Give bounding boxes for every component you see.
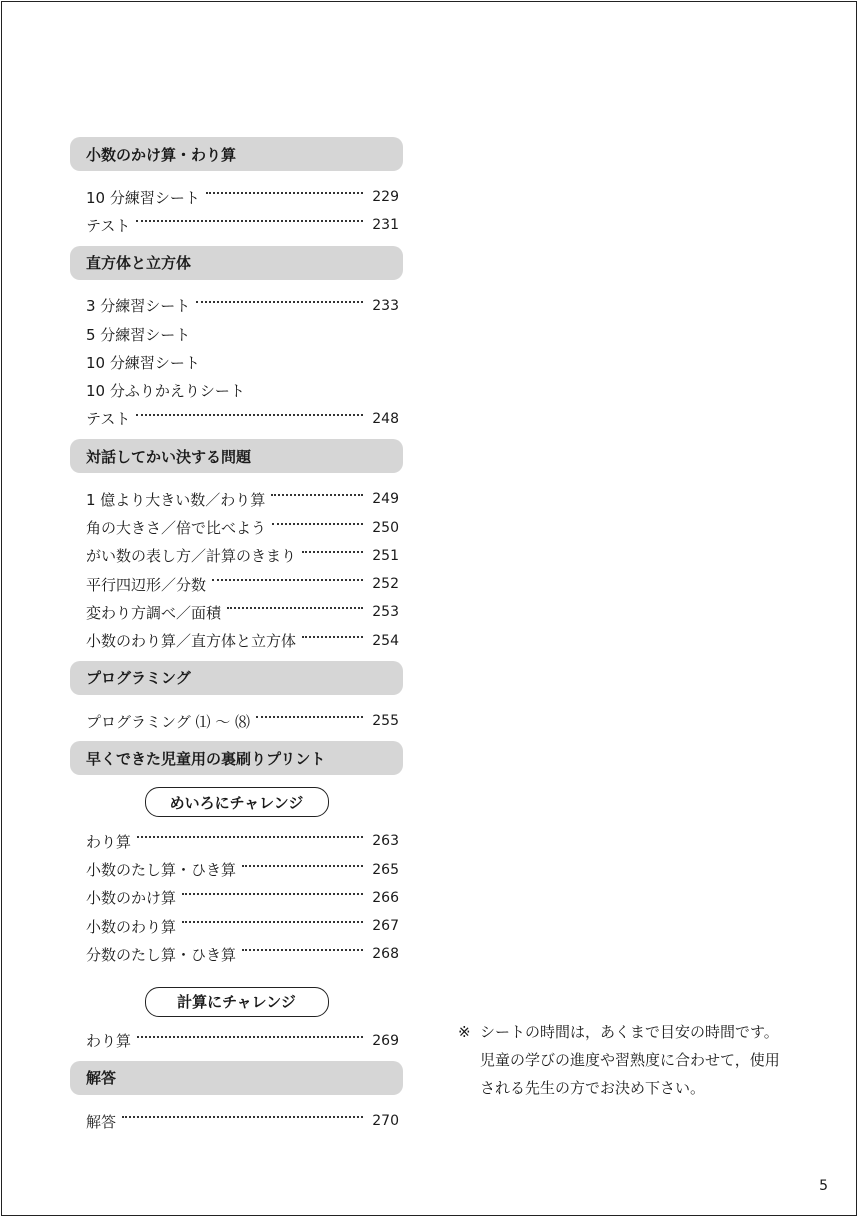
entry-page: 268 <box>372 946 399 963</box>
section-entries <box>70 819 403 974</box>
dot-leader <box>122 1116 363 1118</box>
subsection <box>70 775 403 819</box>
dot-leader <box>196 301 363 303</box>
entry-page: 231 <box>372 217 399 234</box>
entry-label: 小数のわり算 <box>86 917 177 936</box>
dot-leader <box>256 716 363 718</box>
section-entries <box>70 1019 403 1061</box>
dot-leader <box>242 865 363 867</box>
entry-label: 小数のわり算／直方体と立方体 <box>86 632 297 651</box>
section-header: 早くできた児童用の裏刷りプリント <box>70 741 403 775</box>
entry-label: 5 分練習シート <box>86 325 191 344</box>
entry-page: 254 <box>372 632 399 649</box>
section-header: 対話してかい決する問題 <box>70 439 403 473</box>
entry-page: 263 <box>372 833 399 850</box>
section-entries <box>70 473 403 661</box>
section-header: 直方体と立方体 <box>70 246 403 280</box>
toc-entry[interactable] <box>70 827 403 855</box>
toc-entry[interactable] <box>70 542 403 570</box>
entry-label: プログラミング ⑴ ～ ⑻ <box>86 712 251 731</box>
section-header: プログラミング <box>70 661 403 695</box>
toc-entry[interactable] <box>70 485 403 513</box>
dot-leader <box>227 607 363 609</box>
toc-entry[interactable] <box>70 292 403 320</box>
page-number: 5 <box>819 1178 828 1194</box>
entry-label: 分数のたし算・ひき算 <box>86 945 237 964</box>
dot-leader <box>302 551 363 553</box>
toc-entry[interactable] <box>70 1107 403 1135</box>
entry-label: 10 分ふりかえりシート <box>86 382 245 401</box>
dot-leader <box>182 893 363 895</box>
toc-entry[interactable] <box>70 627 403 655</box>
toc-entry[interactable] <box>70 405 403 433</box>
section-entries <box>70 171 403 246</box>
entry-label: 小数のかけ算 <box>86 889 177 908</box>
toc-entry[interactable] <box>70 707 403 735</box>
subsection <box>70 975 403 1019</box>
entry-label: 解答 <box>86 1112 117 1131</box>
entry-page: 229 <box>372 189 399 206</box>
note <box>458 1018 818 1102</box>
dot-leader <box>302 636 363 638</box>
entry-label: わり算 <box>86 1032 132 1051</box>
entry-label: 3 分練習シート <box>86 297 191 316</box>
dot-leader <box>136 220 363 222</box>
section-entries <box>70 695 403 741</box>
entry-label: 角の大きさ／倍で比べよう <box>86 519 267 538</box>
dot-leader <box>242 949 363 951</box>
dot-leader <box>182 921 363 923</box>
entry-page: 265 <box>372 861 399 878</box>
entry-page: 251 <box>372 547 399 564</box>
entry-page: 233 <box>372 297 399 314</box>
entry-page: 267 <box>372 918 399 935</box>
toc-entry[interactable] <box>70 855 403 883</box>
entry-label: わり算 <box>86 832 132 851</box>
subsection-pill: めいろにチャレンジ <box>145 787 329 817</box>
dot-leader <box>137 1036 363 1038</box>
note-line: シートの時間は，あくまで目安の時間です。 <box>480 1023 779 1041</box>
toc-entry[interactable] <box>70 884 403 912</box>
entry-page: 248 <box>372 410 399 427</box>
toc-entry[interactable] <box>70 940 403 968</box>
entry-page: 270 <box>372 1113 399 1130</box>
entry-label: テスト <box>86 216 131 235</box>
dot-leader <box>136 414 363 416</box>
note-line: される先生の方でお決め下さい。 <box>480 1079 706 1097</box>
note-mark: ※ <box>458 1023 471 1041</box>
entry-label: テスト <box>86 410 131 429</box>
toc-entry[interactable] <box>70 513 403 541</box>
toc-entry[interactable] <box>70 598 403 626</box>
entry-label: 平行四辺形／分数 <box>86 575 207 594</box>
section-header: 小数のかけ算・わり算 <box>70 137 403 171</box>
entry-label: 10 分練習シート <box>86 353 200 372</box>
section-entries <box>70 280 403 439</box>
dot-leader <box>206 192 363 194</box>
entry-page: 252 <box>372 576 399 593</box>
table-of-contents <box>70 137 403 1141</box>
toc-entry[interactable] <box>70 211 403 239</box>
entry-page: 253 <box>372 604 399 621</box>
dot-leader <box>272 523 363 525</box>
toc-entry[interactable] <box>70 1027 403 1055</box>
toc-entry[interactable] <box>70 376 403 404</box>
dot-leader <box>212 579 363 581</box>
toc-entry[interactable] <box>70 570 403 598</box>
dot-leader <box>271 494 363 496</box>
entry-label: 10 分練習シート <box>86 188 200 207</box>
toc-entry[interactable] <box>70 912 403 940</box>
entry-page: 249 <box>372 491 399 508</box>
entry-page: 266 <box>372 889 399 906</box>
entry-page: 255 <box>372 713 399 729</box>
toc-entry[interactable] <box>70 348 403 376</box>
subsection-pill: 計算にチャレンジ <box>145 987 329 1017</box>
entry-label: 変わり方調べ／面積 <box>86 603 222 622</box>
entry-label: 小数のたし算・ひき算 <box>86 861 237 880</box>
dot-leader <box>137 836 363 838</box>
section-header: 解答 <box>70 1061 403 1095</box>
section-entries <box>70 1095 403 1141</box>
toc-entry[interactable] <box>70 320 403 348</box>
toc-entry[interactable] <box>70 183 403 211</box>
entry-page: 250 <box>372 519 399 536</box>
entry-label: 1 億より大きい数／わり算 <box>86 490 266 509</box>
entry-label: がい数の表し方／計算のきまり <box>86 547 297 566</box>
entry-page: 269 <box>372 1032 399 1049</box>
note-line: 児童の学びの進度や習熟度に合わせて，使用 <box>480 1051 780 1069</box>
